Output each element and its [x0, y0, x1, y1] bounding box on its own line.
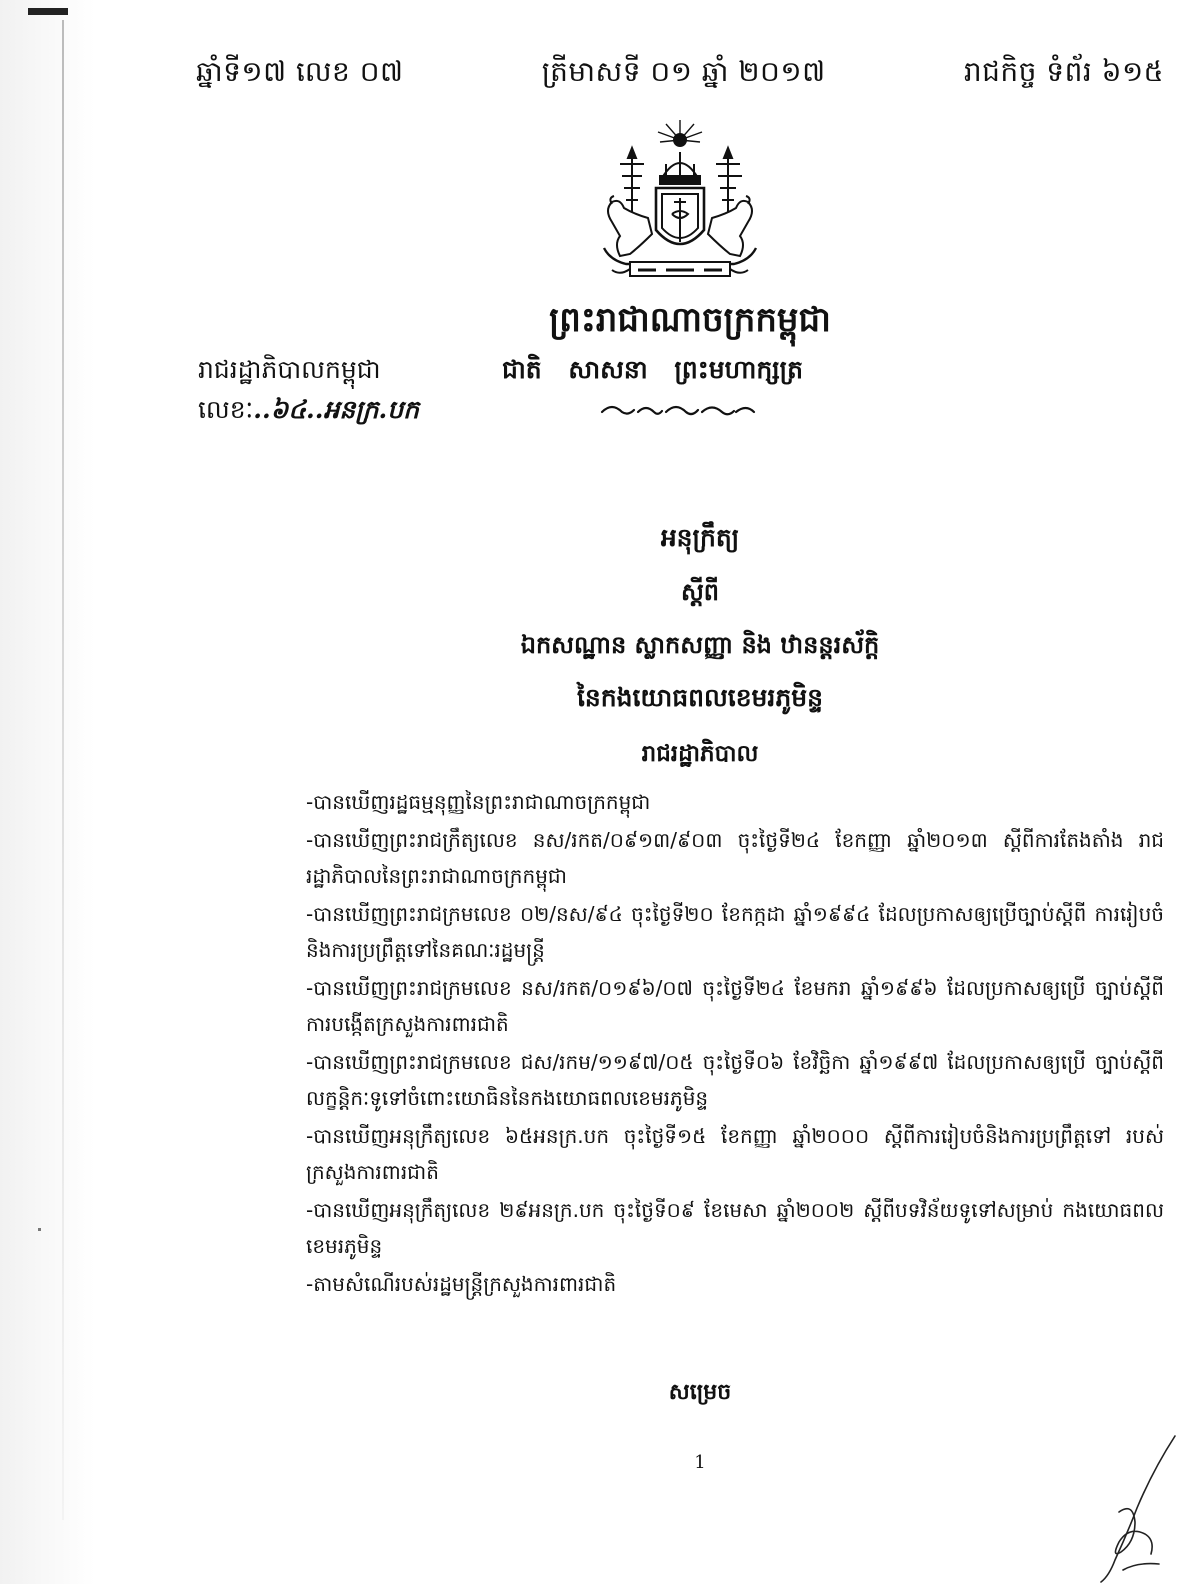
decides-heading: សម្រេច — [668, 1380, 732, 1405]
consideration-item: -បានឃើញព្រះរាជក្រមលេខ នស/រកត/០១៩៦/០៧ ចុះថ្ងៃទី២៤ ខែមករា ឆ្នាំ១៩៩៦ ដែលប្រកាសឲ្យប្រើ ច្បាប់ស្ដីពីការបង្កើតក្រសួងការពារជាតិ — [306, 976, 1164, 1036]
issuer-heading: រាជរដ្ឋាភិបាល — [641, 741, 759, 767]
consideration-item: -បានឃើញព្រះរាជក្រមលេខ ជស/រកម/១១៩៧/០៥ ចុះថ្ងៃទី០៦ ខែវិច្ឆិកា ឆ្នាំ១៩៩៧ ដែលប្រកាសឲ្យប្រើ ច្បាប់ស្ដីពីលក្ខន្តិកៈទូទៅចំពោះយោធិននៃកងយោធពលខេមរភូមិន្ទ — [306, 1050, 1164, 1110]
decree-type: អនុក្រឹត្យ — [660, 523, 740, 552]
national-motto: ជាតិ សាសនា ព្រះមហាក្សត្រ — [502, 355, 803, 384]
decree-subject-line2: នៃកងយោធពលខេមរភូមិន្ទ — [577, 683, 823, 712]
decree-number-handwritten: ..៦៤..អនក្រ.បក — [253, 395, 419, 424]
consideration-item: -បានឃើញអនុក្រឹត្យលេខ ២៩អនក្រ.បក ចុះថ្ងៃទី០៩ ខែមេសា ឆ្នាំ២០០២ ស្ដីពីបទវិន័យទូទៅសម្រាប់ កងយោធពលខេមរភូមិន្ទ — [306, 1198, 1164, 1258]
header-page: រាជកិច្ច ទំព័រ ៦១៥ — [963, 54, 1164, 88]
considerations-list — [306, 784, 1164, 1304]
decree-number-prefix: លេខៈ — [198, 395, 254, 424]
decree-about: ស្ដីពី — [680, 578, 720, 606]
header-date: ត្រីមាសទី ០១ ឆ្នាំ ២០១៧ — [541, 54, 826, 88]
consideration-item: -តាមសំណើរបស់រដ្ឋមន្ត្រីក្រសួងការពារជាតិ — [306, 1272, 617, 1296]
decree-subject-line1: ឯកសណ្ឋាន ស្លាកសញ្ញា និង ឋានន្តរស័ក្ដិ — [520, 631, 880, 659]
consideration-item: -បានឃើញរដ្ឋធម្មនុញ្ញនៃព្រះរាជាណាចក្រកម្ពុជា — [306, 790, 651, 814]
decree-number — [198, 395, 419, 431]
ornamental-divider-icon — [598, 400, 758, 422]
decree-title-block — [430, 523, 970, 737]
scan-dot — [38, 1228, 41, 1231]
government-name: រាជរដ្ឋាភិបាលកម្ពុជា — [198, 355, 381, 384]
kingdom-title: ព្រះរាជាណាចក្រកម្ពុជា — [549, 300, 831, 340]
header-issue: ឆ្នាំទី១៧ លេខ ០៧ — [196, 54, 404, 88]
scan-mark — [28, 8, 68, 15]
scan-binding-line — [62, 20, 64, 1520]
signature-icon — [1075, 1430, 1185, 1584]
consideration-item: -បានឃើញអនុក្រឹត្យលេខ ៦៥អនក្រ.បក ចុះថ្ងៃទី១៥ ខែកញ្ញា ឆ្នាំ២០០០ ស្ដីពីការរៀបចំនិងការប្រព្រឹត្តទៅ របស់ក្រសួងការពារជាតិ — [306, 1124, 1164, 1184]
royal-coat-of-arms-icon — [590, 118, 770, 288]
gazette-header — [196, 50, 1164, 98]
scan-edge-shadow — [0, 0, 95, 1584]
consideration-item: -បានឃើញព្រះរាជក្រឹត្យលេខ នស/រកត/០៩១៣/៩០៣ ចុះថ្ងៃទី២៤ ខែកញ្ញា ឆ្នាំ២០១៣ ស្ដីពីការតែងតាំង រាជរដ្ឋាភិបាលនៃព្រះរាជាណាចក្រកម្ពុជា — [306, 828, 1164, 888]
page-number: 1 — [694, 1452, 706, 1473]
consideration-item: -បានឃើញព្រះរាជក្រមលេខ ០២/នស/៩៤ ចុះថ្ងៃទី២០ ខែកក្កដា ឆ្នាំ១៩៩៤ ដែលប្រកាសឲ្យប្រើច្បាប់ស្ដីពី ការរៀបចំនិងការប្រព្រឹត្តទៅនៃគណៈរដ្ឋមន្ត្រី — [306, 902, 1164, 962]
